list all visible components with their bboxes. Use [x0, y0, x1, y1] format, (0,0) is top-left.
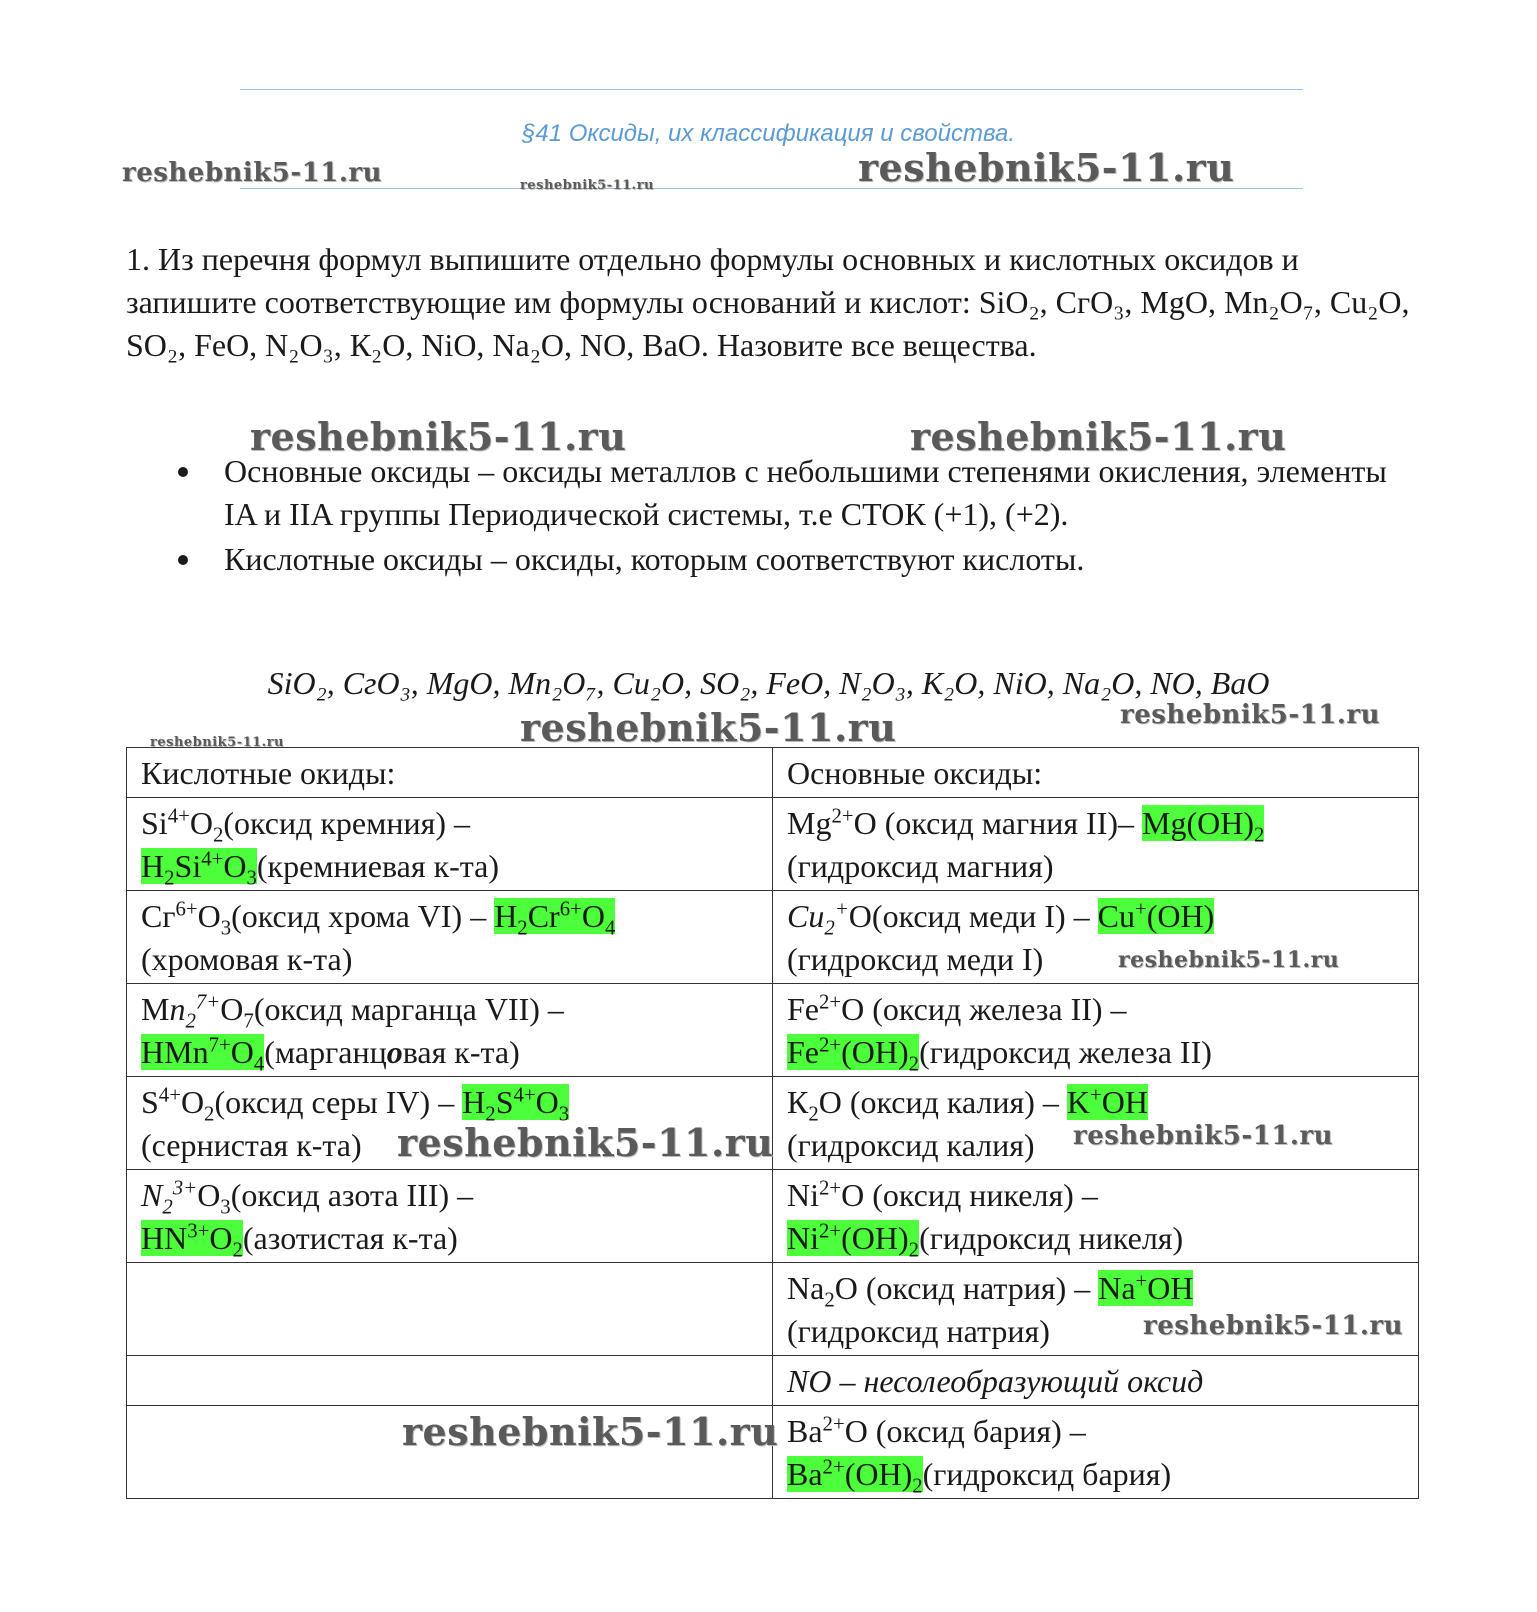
basic-cell-no: NO – несолеобразующий оксид [773, 1356, 1419, 1406]
basic-column-header: Основные оксиды: [773, 748, 1419, 798]
basic-cell-mg: $Mg^{2+}O$ (оксид магния II)– $Mg(OH)_2$ (гидроксид магния) [773, 798, 1419, 891]
task-text: 1. Из перечня формул выпишите отдельно формулы основных и кислотных оксидов и запишите соответствующие им формулы оснований и кислот: SiO₂, CгO₃, MgO, Mn₂O₇, Cu₂O, SO₂, FeO, N₂O₃, К₂O, NiO, Na₂O, NO, BaO. Назовите все вещества. [126, 241, 1410, 363]
acid-cell-mn: $Mn_2^{7+}O_7(оксид$ марганца VII) – $HMn^{7+}O_4(марганцовая$ к-та) [127, 984, 773, 1077]
basic-cell-cu: $Cu_2^+O(оксид$ меди I) – Cu+(OH) (гидроксид меди I) reshebnik5-11.ru [773, 891, 1419, 984]
watermark: reshebnik5-11.ru [858, 145, 1235, 190]
page-header-title: §41 Оксиды, их классификация и свойства. [522, 120, 1015, 147]
header-rule-top [240, 89, 1303, 90]
basic-cell-ba: $Ba^{2+}O$ (оксид бария) – $Ba^{2+}(OH)_2(гидроксид$ бария) [773, 1406, 1419, 1499]
oxides-table [126, 747, 1419, 1499]
table-row [127, 891, 1419, 984]
bullet-icon [178, 467, 188, 477]
basic-cell-na: $Na_2O$ (оксид натрия) – Na+OH (гидроксид натрия) reshebnik5-11.ru [773, 1263, 1419, 1356]
table-row [127, 748, 1419, 798]
table-row [127, 798, 1419, 891]
empty-cell [127, 1356, 773, 1406]
acid-column-header: Кислотные окиды: [127, 748, 773, 798]
basic-cell-k: $К_2O$ (оксид калия) – K+OH (гидроксид калия) reshebnik5-11.ru [773, 1077, 1419, 1170]
table-row [127, 984, 1419, 1077]
watermark: reshebnik5-11.ru [122, 158, 383, 188]
watermark: reshebnik5-11.ru [1118, 947, 1340, 973]
list-item: Кислотные оксиды – оксиды, которым соответствуют кислоты. [126, 538, 1416, 581]
acid-cell-s: $S^{4+}O_2(оксид$ серы $IV) - H_2S^{4+}O_3$ (сернистая к-та) reshebnik5-11.ru [127, 1077, 773, 1170]
table-row [127, 1170, 1419, 1263]
table-row [127, 1263, 1419, 1356]
table-row [127, 1356, 1419, 1406]
watermark: reshebnik5-11.ru [520, 705, 897, 750]
empty-cell [127, 1263, 773, 1356]
watermark: reshebnik5-11.ru [397, 1120, 774, 1165]
watermark: reshebnik5-11.ru [910, 414, 1287, 459]
acid-cell-cr: $Cг^{6+}O_3(оксид$ хрома $VI) - H_2Cr^{6+}O_4$ (хромовая к-та) [127, 891, 773, 984]
watermark: reshebnik5-11.ru [1120, 700, 1381, 730]
watermark: reshebnik5-11.ru [1143, 1311, 1404, 1341]
watermark: reshebnik5-11.ru [150, 735, 285, 750]
definition-list [126, 450, 1416, 583]
basic-cell-ni: $Ni^{2+}O$ (оксид никеля) – $Ni^{2+}(OH)_2(гидроксид$ никеля) [773, 1170, 1419, 1263]
formula-list: SiO₂, CгO₃, MgO, Mn₂O₇, Cu₂O, SO₂, FeO, N₂O₃, К₂O, NiO, Na₂O, NO, BaO [267, 665, 1270, 701]
watermark: reshebnik5-11.ru [250, 414, 627, 459]
table-row [127, 1406, 1419, 1499]
watermark: reshebnik5-11.ru [520, 178, 655, 193]
watermark: reshebnik5-11.ru [1073, 1121, 1334, 1151]
basic-cell-fe: $Fe^{2+}O$ (оксид железа II) – $Fe^{2+}(OH)_2(гидроксид$ железа II) [773, 984, 1419, 1077]
bullet-icon [178, 555, 188, 565]
acid-cell-n: $N_2^{3+}O_3(оксид$ азота III) – $HN^{3+}O_2(азотистая$ к-та) [127, 1170, 773, 1263]
empty-cell [127, 1406, 779, 1499]
acid-cell-si: $Si^{4+}O_2(оксид$ кремния) – $H_2Si^{4+}O_3(кремниевая$ к-та) [127, 798, 773, 891]
list-item: Основные оксиды – оксиды металлов с небольшими степенями окисления, элементы IA и IIA группы Периодической системы, т.е СТОК (+1), (+2). [126, 450, 1416, 536]
watermark: reshebnik5-11.ru [402, 1409, 779, 1454]
table-row [127, 1077, 1419, 1170]
